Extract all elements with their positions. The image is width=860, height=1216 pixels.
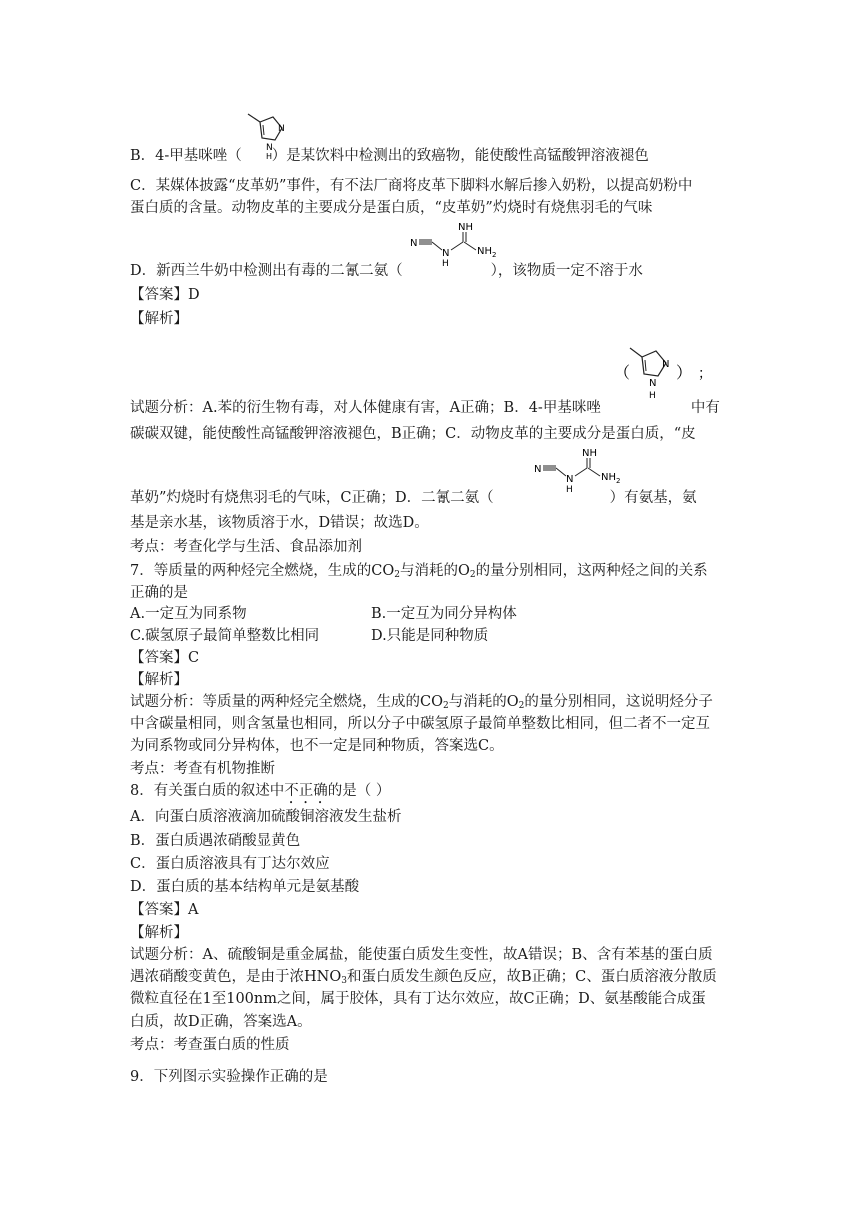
q6-option-c-line1: C．某媒体披露“皮革奶”事件，有不法厂商将皮革下脚料水解后掺入奶粉，以提高奶粉中 (130, 178, 693, 194)
svg-text:N: N (278, 124, 285, 134)
q7-option-d: D.只能是同种物质 (371, 628, 489, 644)
dicyandiamide-structure-2 (532, 446, 632, 495)
svg-text:N: N (410, 238, 418, 249)
q7-analysis-line2: 中含碳量相同，则含氢量也相同，所以分子中碳氢原子最简单整数比相同，但二者不一定互 (130, 716, 710, 732)
q6-option-b: B．4-甲基咪唑（ ）是某饮料中检测出的致癌物，能使酸性高锰酸钾溶液褪色 (130, 148, 649, 164)
svg-text:N: N (649, 378, 657, 389)
q8-kaodian: 考点：考查蛋白质的性质 (130, 1037, 290, 1053)
q8-option-a: A．向蛋白质溶液滴加硫酸铜溶液发生盐析 (130, 809, 402, 825)
q8-analysis-label: 【解析】 (130, 925, 188, 941)
q7-analysis-line3: 为同系物或同分异构体，也不一定是同种物质，答案选C。 (130, 738, 504, 754)
svg-text:N: N (566, 474, 574, 485)
q7-analysis-label: 【解析】 (130, 672, 188, 688)
svg-text:NH: NH (458, 222, 473, 233)
q7-stem-line1: 7．等质量的两种烃完全燃烧，生成的$CO_2$与消耗的$O_2$的量分别相同，这两种烃之间的关系 (130, 563, 708, 580)
q6-option-d: D．新西兰牛奶中检测出有毒的二氰二氨（ ），该物质一定不溶于水 (130, 263, 643, 279)
q7-option-c: C.碳氢原子最简单整数比相同 (130, 628, 320, 644)
q8-stem: 8．有关蛋白质的叙述中不正确的是（ ） (130, 783, 391, 799)
q7-kaodian: 考点：考查有机物推断 (130, 761, 275, 777)
q8-analysis-line4: 白质，故D正确，答案选A。 (130, 1014, 312, 1030)
q8-analysis-line2: 遇浓硝酸变黄色，是由于浓$HNO_3$和蛋白质发生颜色反应，故B正确；C、蛋白质溶液分散质 (130, 969, 717, 986)
q7-option-a: A.一定互为同系物 (130, 606, 247, 622)
q6-option-c-line2: 蛋白质的含量。动物皮革的主要成分是蛋白质，“皮革奶”灼烧时有烧焦羽毛的气味 (130, 200, 653, 216)
svg-text:H: H (649, 391, 656, 401)
q8-option-b: B．蛋白质遇浓硝酸显黄色 (130, 833, 301, 849)
svg-text:H: H (266, 152, 273, 161)
q6-analysis-line3: 革奶”灼烧时有烧焦羽毛的气味，C正确；D．二氰二氨（ ）有氨基，氨 (130, 490, 697, 506)
svg-text:；: ； (698, 366, 712, 382)
q6-analysis-line2: 碳碳双键，能使酸性高锰酸钾溶液褪色，B正确；C．动物皮革的主要成分是蛋白质，“皮 (130, 426, 696, 442)
q6-analysis-line4: 基是亲水基，该物质溶于水，D错误；故选D。 (130, 515, 429, 531)
q6-answer: 【答案】D (130, 287, 200, 303)
svg-text:NH2: $NH_2$ (477, 246, 497, 259)
q6-kaodian: 考点：考查化学与生活、食品添加剂 (130, 539, 362, 555)
q6-analysis-label: 【解析】 (130, 311, 188, 327)
q8-answer: 【答案】A (130, 902, 199, 918)
q7-option-b: B.一定互为同分异构体 (371, 606, 517, 622)
svg-text:N: N (442, 248, 450, 259)
svg-text:（: （ (614, 363, 631, 382)
svg-text:H: H (442, 259, 449, 269)
svg-text:H: H (566, 485, 573, 495)
q8-analysis-line1: 试题分析：A、硫酸铜是重金属盐，能使蛋白质发生变性，故A错误；B、含有苯基的蛋白质 (130, 947, 713, 963)
q9-stem: 9．下列图示实验操作正确的是 (130, 1069, 328, 1085)
q8-option-c: C．蛋白质溶液具有丁达尔效应 (130, 856, 330, 872)
q8-option-d: D．蛋白质的基本结构单元是氨基酸 (130, 879, 360, 895)
svg-text:N: N (534, 464, 542, 475)
svg-text:）: ） (676, 363, 693, 382)
methylimidazole-structure-2 (612, 340, 712, 401)
q7-stem-line2: 正确的是 (130, 585, 188, 601)
svg-text:N: N (662, 359, 670, 370)
q7-analysis-line1: 试题分析：等质量的两种烃完全燃烧，生成的$CO_2$与消耗的$O_2$的量分别相同，这说明烃分子 (130, 694, 713, 711)
dicyandiamide-structure-1 (408, 220, 508, 269)
q7-answer: 【答案】C (130, 650, 200, 666)
svg-text:NH: NH (582, 448, 597, 459)
svg-text:N: N (266, 143, 273, 153)
svg-text:NH2: $NH_2$ (601, 472, 621, 485)
q6-analysis-line1: 试题分析：A.苯的衍生物有毒，对人体健康有害，A正确；B．4-甲基咪唑 中有 (130, 400, 720, 416)
q8-analysis-line3: 微粒直径在1至100nm之间，属于胶体，具有丁达尔效应，故C正确；D、氨基酸能合成蛋 (130, 991, 706, 1007)
